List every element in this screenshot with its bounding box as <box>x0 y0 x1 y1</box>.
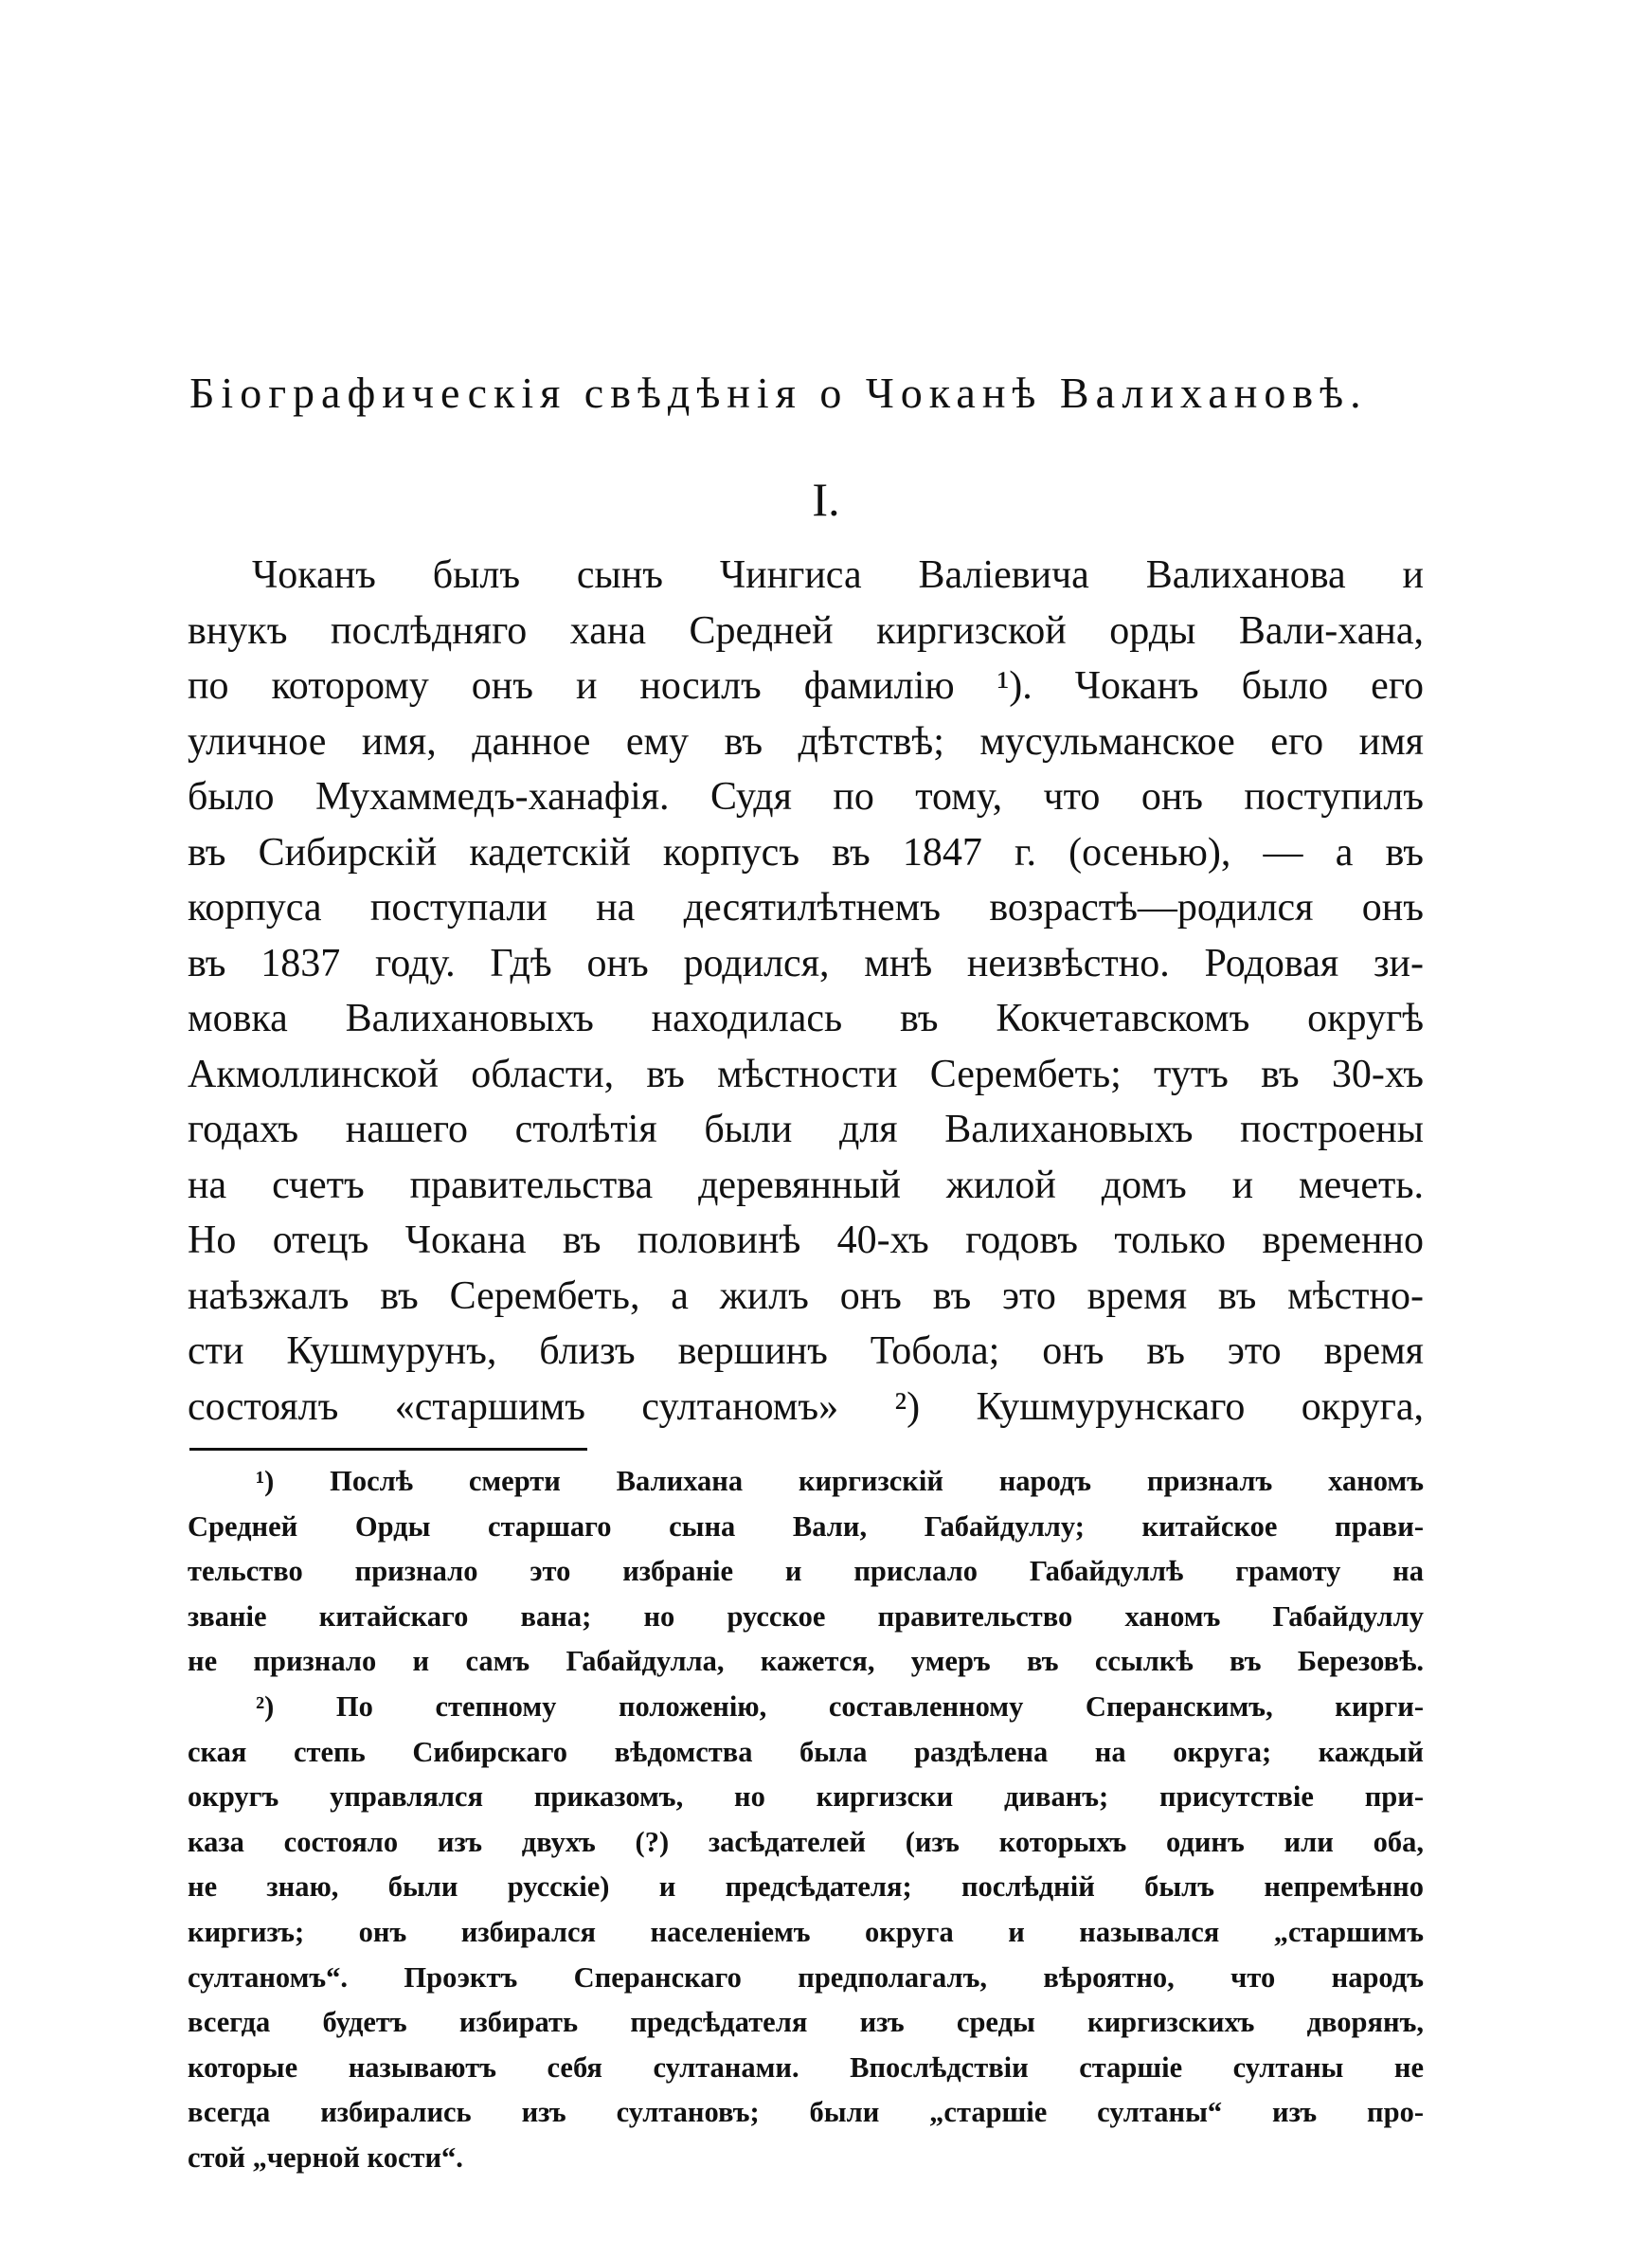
footnote-line: стой „черной кости“. <box>188 2140 463 2174</box>
text-line: Чоканъ былъ сынъ Чингиса Валіевича Валиханова и <box>252 553 1424 597</box>
footnote-line: тельство признало это избраніе и прислало Габайдуллѣ грамоту на <box>188 1555 1424 1588</box>
page-title: Біографическія свѣдѣнія о Чоканѣ Валихановѣ. <box>189 369 1368 417</box>
footnote-line: не знаю, были русскіе) и предсѣдателя; послѣдній былъ непремѣнно <box>188 1870 1424 1904</box>
text-line: сти Кушмурунъ, близъ вершинъ Тобола; онъ въ это время <box>188 1329 1424 1373</box>
text-line: Но отецъ Чокана въ половинѣ 40-хъ годовъ только временно <box>188 1219 1424 1262</box>
text-line: наѣзжалъ въ Серембеть, а жилъ онъ въ это время въ мѣстно- <box>188 1273 1424 1318</box>
text-line: мовка Валихановыхъ находилась въ Кокчетавскомъ округѣ <box>188 997 1424 1040</box>
footnote-line: всегда будетъ избирать предсѣдателя изъ среды киргизскихъ дворянъ, <box>188 2006 1424 2039</box>
text-line: въ Сибирскій кадетскій корпусъ въ 1847 г. (осенью), — а въ <box>188 830 1424 875</box>
main-text <box>188 548 1424 1435</box>
footnote-line: ²) По степному положенію, составленному Сперанскимъ, кирги- <box>256 1689 1424 1723</box>
text-line: уличное имя, данное ему въ дѣтствѣ; мусульманское его имя <box>188 719 1424 764</box>
chapter-number: I. <box>812 473 840 526</box>
footnote-line: званіе китайскаго вана; но русское правительство ханомъ Габайдуллу <box>188 1599 1424 1633</box>
footnote-separator <box>189 1448 587 1451</box>
footnote-line: округъ управлялся приказомъ, но киргизски диванъ; присутствіе при- <box>188 1780 1424 1814</box>
text-line: годахъ нашего столѣтія были для Валихановыхъ построены <box>188 1108 1424 1151</box>
footnote-line: каза состояло изъ двухъ (?) засѣдателей (изъ которыхъ одинъ или оба, <box>188 1825 1424 1858</box>
footnote-line: не признало и самъ Габайдулла, кажется, умеръ въ ссылкѣ въ Березовѣ. <box>188 1645 1424 1678</box>
footnote-line: султаномъ“. Проэктъ Сперанскаго предполагалъ, вѣроятно, что народъ <box>188 1960 1424 1994</box>
text-line: состоялъ «старшимъ султаномъ» ²) Кушмурунскаго округа, <box>188 1384 1424 1429</box>
footnote-line: ¹) Послѣ смерти Валихана киргизскій народъ призналъ ханомъ <box>256 1465 1424 1497</box>
footnote-line: Средней Орды старшаго сына Вали, Габайдуллу; китайское прави- <box>188 1509 1424 1543</box>
footnote-line: всегда избирались изъ султановъ; были „старшіе султаны“ изъ про- <box>188 2096 1424 2129</box>
text-line: было Мухаммедъ-ханафія. Судя по тому, что онъ поступилъ <box>188 775 1424 819</box>
text-line: корпуса поступали на десятилѣтнемъ возрастѣ—родился онъ <box>188 886 1424 930</box>
footnote-line: ская степь Сибирскаго вѣдомства была раздѣлена на округа; каждый <box>188 1735 1424 1768</box>
footnote-line: киргизъ; онъ избирался населеніемъ округа и назывался „старшимъ <box>188 1915 1424 1948</box>
text-line: по которому онъ и носилъ фамилію ¹). Чоканъ было его <box>188 664 1424 708</box>
text-line: Акмоллинской области, въ мѣстности Серембеть; тутъ въ 30-хъ <box>188 1052 1424 1096</box>
text-line: внукъ послѣдняго хана Средней киргизской орды Вали-хана, <box>188 608 1424 653</box>
text-line: въ 1837 году. Гдѣ онъ родился, мнѣ неизвѣстно. Родовая зи- <box>188 941 1424 985</box>
text-line: на счетъ правительства деревянный жилой домъ и мечеть. <box>188 1163 1424 1207</box>
footnote-line: которые называютъ себя султанами. Впослѣдствіи старшіе султаны не <box>188 2050 1424 2084</box>
footnotes <box>188 1459 1424 2181</box>
